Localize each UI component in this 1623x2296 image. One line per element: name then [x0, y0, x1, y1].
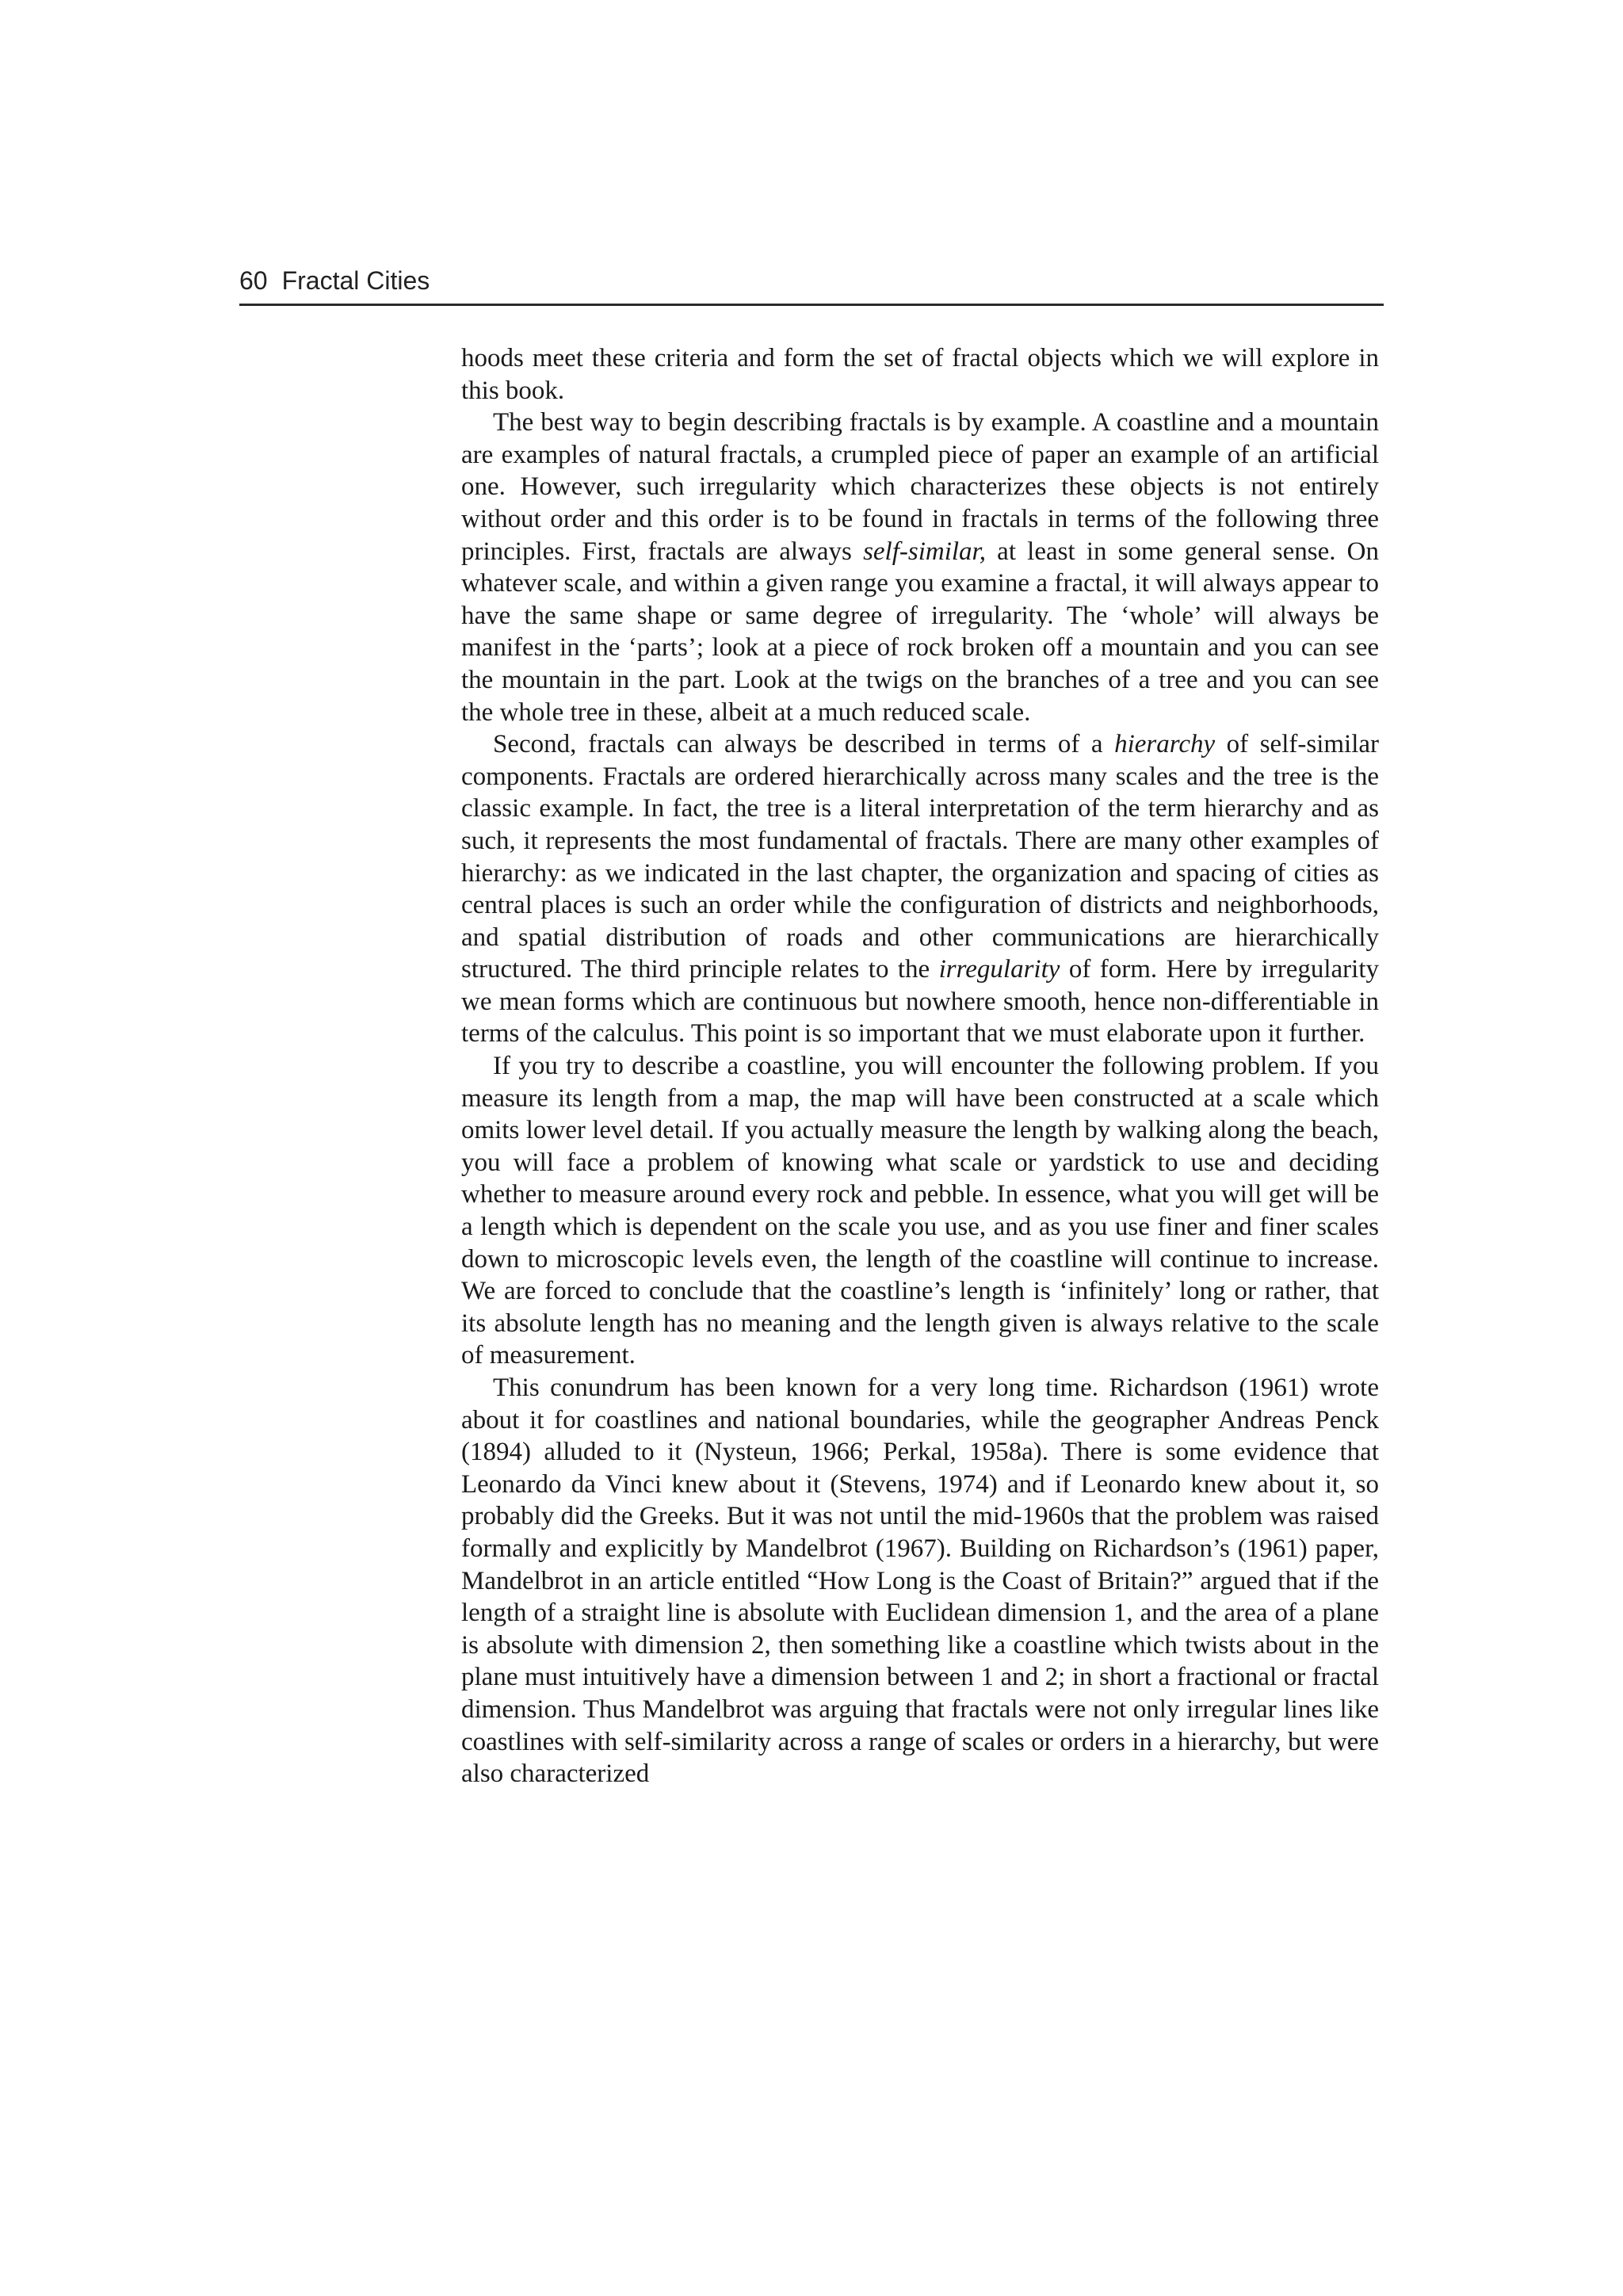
emphasis-hierarchy: hierarchy — [1114, 730, 1216, 759]
paragraph-3-part-e: of form. Here by irregularity we mean forms which are continuous but nowhere smooth, hence non-differentiable in terms of the calculus. This point is so important that we must elaborate upon it further. — [461, 955, 1380, 1049]
paragraph-3-part-c: of self-similar components. Fractals are ordered hierarchically across many scales and the tree is the classic example. In fact, the tree is a literal interpretation of the term hierarchy and as such, it represents the most fundamental of fractals. There are many other examples of hierarchy: as we indicated in the last chapter, the organization and spacing of cities as central places is such an order while the configuration of districts and neighborhoods, and spatial distribution of roads and other communications are hierarchically structured. The third principle relates to the — [461, 730, 1380, 984]
paragraph-5: This conundrum has been known for a very long time. Richardson (1961) wrote about it for coastlines and national boundaries, while the geographer Andreas Penck (1894) alluded to it (Nysteun, 1966; Perkal, 1958a). There is some evidence that Leonardo da Vinci knew about it (Stevens, 1974) and if Leonardo knew about it, so probably did the Greeks. But it was not until the mid-1960s that the problem was raised formally and explicitly by Mandelbrot (1967). Building on Richardson’s (1961) paper, Mandelbrot in an article entitled “How Long is the Coast of Britain?” argued that if the length of a straight line is absolute with Euclidean dimension 1, and the area of a plane is absolute with dimension 2, then something like a coastline which twists about in the plane must intuitively have a dimension between 1 and 2; in short a fractional or fractal dimension. Thus Mandelbrot was arguing that fractals were not only irregular lines like coastlines with self-similarity across a range of scales or orders in a hierarchy, but were also characterized — [461, 1373, 1379, 1789]
paragraph-2 — [461, 407, 1379, 728]
page-number: 60 — [239, 266, 268, 295]
emphasis-irregularity: irregularity — [938, 955, 1060, 984]
header-rule — [239, 304, 1384, 306]
running-head — [239, 265, 430, 296]
paragraph-4: If you try to describe a coastline, you will encounter the following problem. If you measure its length from a map, the map will have been constructed at a scale which omits lower level detail. If you actually measure the length by walking along the beach, you will face a problem of knowing what scale or yardstick to use and deciding whether to measure around every rock and pebble. In essence, what you will get will be a length which is dependent on the scale you use, and as you use finer and finer scales down to microscopic levels even, the length of the coastline will continue to increase. We are forced to conclude that the coastline’s length is ‘infinitely’ long or rather, that its absolute length has no meaning and the length given is always relative to the scale of measurement. — [461, 1052, 1379, 1370]
paragraph-3-part-a: Second, fractals can always be described in terms of a — [493, 730, 1115, 759]
paragraph-2-part-a: The best way to begin describing fractals is by example. A coastline and a mountain are examples of natural fractals, a crumpled piece of paper an example of an artificial one. However, such irregularity which characterizes these objects is not entirely without order and this order is to be found in fractals in terms of the following three principles. First, fractals are always — [461, 408, 1379, 566]
body-text — [461, 342, 1379, 1790]
paragraph-1: hoods meet these criteria and form the set of fractal objects which we will explore in this book. — [461, 344, 1379, 405]
paragraph-2-part-c: at least in some general sense. On whatever scale, and within a given range you examine a fractal, it will always appear to have the same shape or same degree of irregularity. The ‘whole’ will always be manifest in the ‘parts’; look at a piece of rock broken off a mountain and you can see the mountain in the part. Look at the twigs on the branches of a tree and you can see the whole tree in these, albeit at a much reduced scale. — [461, 537, 1380, 727]
running-title: Fractal Cities — [281, 266, 430, 295]
emphasis-self-similar: self-similar, — [863, 537, 986, 566]
paragraph-3 — [461, 728, 1379, 1050]
